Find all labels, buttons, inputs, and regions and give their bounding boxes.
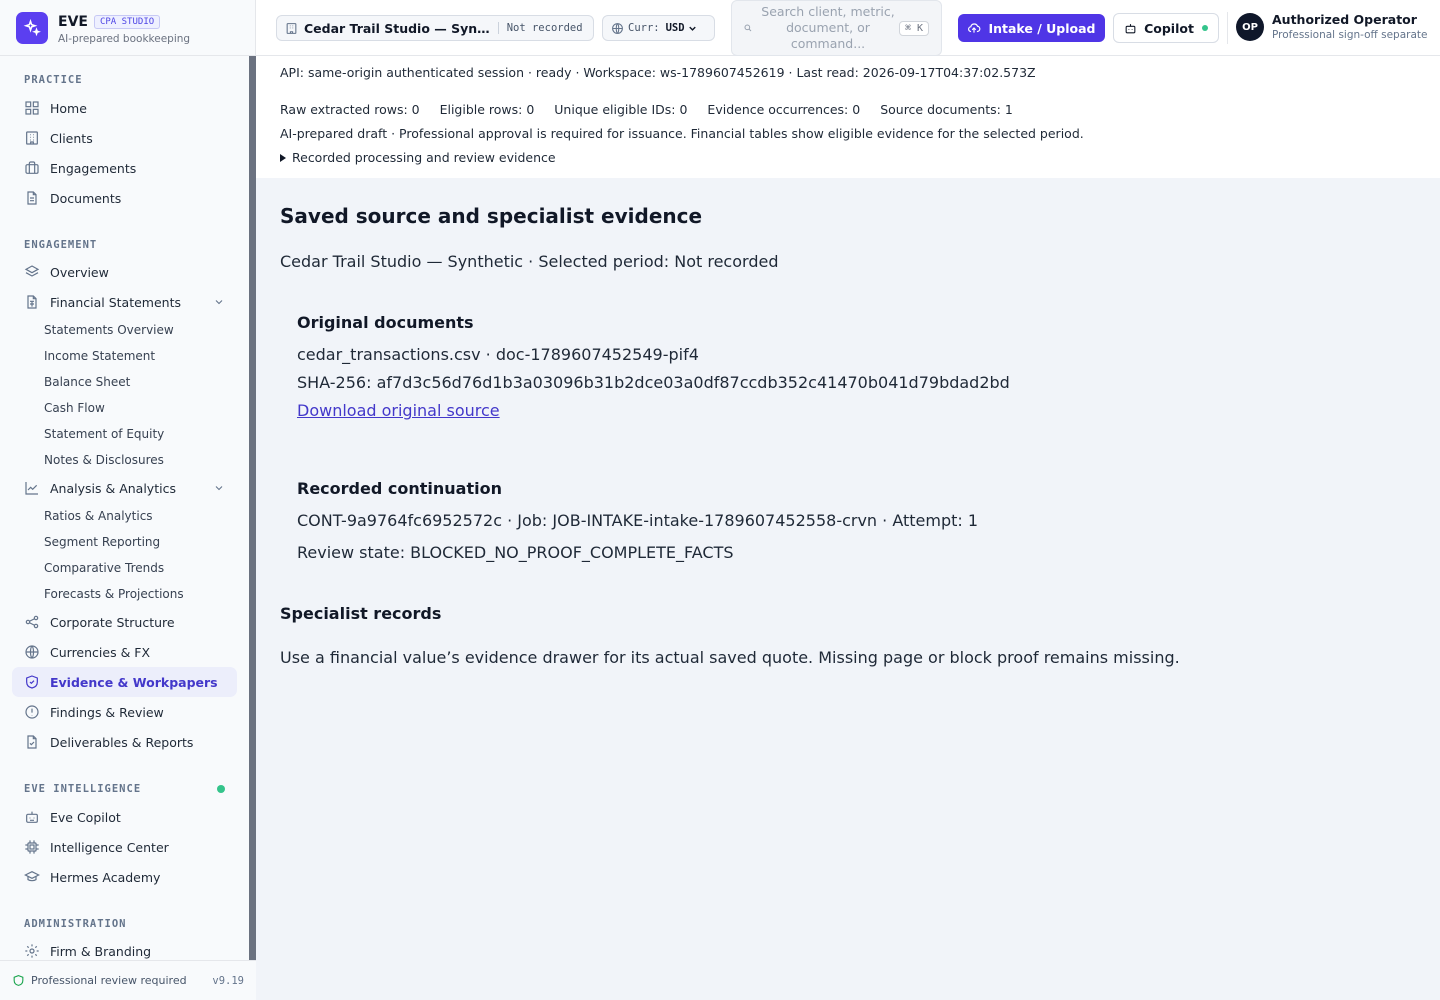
- client-name: Cedar Trail Studio — Syn…: [304, 20, 490, 36]
- processing-evidence-details[interactable]: [280, 150, 556, 165]
- brand-name: EVE: [58, 13, 88, 30]
- draft-disclaimer: AI-prepared draft · Professional approval is required for issuance. Financial tables show eligible evidence for the selected period.: [280, 126, 1084, 141]
- disclosure-triangle-icon: [280, 154, 286, 162]
- metric-eligible-rows: Eligible rows: 0: [439, 102, 535, 117]
- details-summary: Recorded processing and review evidence: [292, 150, 556, 165]
- globe-icon: [24, 644, 40, 660]
- section-engagement: ENGAGEMENT: [24, 239, 98, 251]
- shield-icon: [12, 974, 25, 987]
- sidebar-item-financial-statements[interactable]: [12, 287, 237, 317]
- spreadsheet-icon: [24, 294, 40, 310]
- document-sha: SHA-256: af7d3c56d76d1b3a03096b31b2dce03a0df87ccdb352c41470b041d79bdad2bd: [297, 373, 1010, 392]
- copilot-label: Copilot: [1144, 20, 1194, 36]
- metric-source-documents: Source documents: 1: [880, 102, 1013, 117]
- shield-check-icon: [24, 674, 40, 690]
- briefcase-icon: [24, 160, 40, 176]
- section-eve-intelligence: EVE INTELLIGENCE: [24, 783, 142, 795]
- user-name[interactable]: Authorized Operator: [1272, 12, 1417, 27]
- chevron-down-icon: [687, 23, 698, 34]
- sidebar-nav: [0, 56, 250, 960]
- sidebar-item-label: Home: [50, 100, 87, 116]
- building-icon: [285, 22, 298, 35]
- main-content: [256, 56, 1440, 1000]
- sidebar-item-label: Findings & Review: [50, 704, 164, 720]
- sidebar-item-intelligence-center[interactable]: [12, 832, 237, 862]
- sidebar-item-label: Clients: [50, 130, 93, 146]
- sidebar-item-label: Financial Statements: [50, 294, 181, 310]
- building-icon: [24, 130, 40, 146]
- sidebar-item-label: Corporate Structure: [50, 614, 175, 630]
- sidebar-scrollbar[interactable]: [249, 56, 256, 960]
- review-required-label: Professional review required: [31, 974, 187, 987]
- sidebar-item-label: Documents: [50, 190, 122, 206]
- bot-icon: [24, 809, 40, 825]
- specialist-records-heading: Specialist records: [280, 604, 442, 623]
- sidebar-item-deliverables[interactable]: [12, 727, 237, 757]
- recorded-continuation-heading: Recorded continuation: [297, 479, 502, 498]
- sidebar-item-hermes-academy[interactable]: [12, 862, 237, 892]
- original-documents-heading: Original documents: [297, 313, 474, 332]
- sidebar-item-label: Hermes Academy: [50, 869, 161, 885]
- cpu-icon: [24, 839, 40, 855]
- currency-label: Curr:: [628, 22, 660, 34]
- top-bar: [256, 0, 1440, 56]
- page-subtitle: Cedar Trail Studio — Synthetic · Selected period: Not recorded: [280, 252, 779, 271]
- divider: [498, 22, 499, 34]
- sidebar-subitem-notes-disclosures[interactable]: Notes & Disclosures: [44, 453, 164, 467]
- sidebar-subitem-statements-overview[interactable]: Statements Overview: [44, 323, 174, 337]
- share-nodes-icon: [24, 614, 40, 630]
- search-icon: [744, 24, 752, 32]
- sidebar-subitem-forecasts[interactable]: Forecasts & Projections: [44, 587, 184, 601]
- alert-circle-icon: [24, 704, 40, 720]
- sidebar-subitem-comparative-trends[interactable]: Comparative Trends: [44, 561, 165, 575]
- divider: [1227, 12, 1228, 44]
- page-title: Saved source and specialist evidence: [280, 204, 703, 228]
- gear-icon: [24, 943, 40, 959]
- review-state: Review state: BLOCKED_NO_PROOF_COMPLETE_FACTS: [297, 543, 734, 562]
- continuation-job: CONT-9a9764fc6952572c · Job: JOB-INTAKE-intake-1789607452558-crvn · Attempt: 1: [297, 511, 979, 530]
- sidebar-item-home[interactable]: [12, 93, 237, 123]
- sidebar-footer: [0, 960, 256, 1000]
- sidebar-item-findings[interactable]: [12, 697, 237, 727]
- sidebar-subitem-cash-flow[interactable]: Cash Flow: [44, 401, 105, 415]
- download-original-link[interactable]: Download original source: [297, 401, 500, 420]
- sidebar-item-documents[interactable]: [12, 183, 237, 213]
- sidebar-item-engagements[interactable]: [12, 153, 237, 183]
- layers-icon: [24, 264, 40, 280]
- brand-badge: CPA STUDIO: [94, 15, 160, 29]
- document-file: cedar_transactions.csv · doc-1789607452549-pif4: [297, 345, 699, 364]
- metric-raw-rows: Raw extracted rows: 0: [280, 102, 420, 117]
- sidebar-subitem-statement-of-equity[interactable]: Statement of Equity: [44, 427, 165, 441]
- sidebar-item-currencies-fx[interactable]: [12, 637, 237, 667]
- brand-subtitle: AI-prepared bookkeeping: [58, 32, 191, 45]
- sidebar-item-clients[interactable]: [12, 123, 237, 153]
- currency-value: USD: [665, 22, 685, 34]
- sidebar-item-label: Deliverables & Reports: [50, 734, 194, 750]
- sidebar-item-label: Overview: [50, 264, 109, 280]
- sidebar-item-label: Evidence & Workpapers: [50, 674, 218, 690]
- api-status-line: API: same-origin authenticated session · ready · Workspace: ws-1789607452619 · Last read: 2026-09-17T04:37:02.573Z: [280, 65, 1036, 80]
- sidebar-item-label: Firm & Branding: [50, 943, 152, 959]
- chevron-down-icon[interactable]: [213, 296, 225, 308]
- sidebar-item-label: Currencies & FX: [50, 644, 151, 660]
- line-chart-icon: [24, 480, 40, 496]
- sidebar-subitem-income-statement[interactable]: Income Statement: [44, 349, 156, 363]
- search-input[interactable]: Search client, metric, document, or command...: [761, 4, 895, 51]
- sidebar-item-label: Eve Copilot: [50, 809, 121, 825]
- intake-upload-label: Intake / Upload: [988, 20, 1096, 36]
- sidebar-item-evidence[interactable]: [12, 667, 237, 697]
- sidebar-item-eve-copilot[interactable]: [12, 802, 237, 832]
- sidebar-item-label: Intelligence Center: [50, 839, 169, 855]
- currency-selector[interactable]: [602, 15, 715, 41]
- shortcut-hint: ⌘ K: [899, 21, 929, 36]
- sidebar-item-label: Engagements: [50, 160, 137, 176]
- specialist-records-text: Use a financial value’s evidence drawer for its actual saved quote. Missing page or block proof remains missing.: [280, 648, 1180, 667]
- session-info-panel: [256, 56, 1440, 178]
- copilot-button[interactable]: [1113, 13, 1219, 43]
- client-selector[interactable]: [276, 15, 594, 41]
- sidebar-item-firm-branding[interactable]: [12, 936, 237, 960]
- sidebar-subitem-ratios[interactable]: Ratios & Analytics: [44, 509, 153, 523]
- user-role: Professional sign-off separate: [1272, 29, 1428, 41]
- copilot-status-dot: [1202, 25, 1208, 31]
- sidebar-subitem-segment-reporting[interactable]: Segment Reporting: [44, 535, 161, 549]
- sidebar-item-overview[interactable]: [12, 257, 237, 287]
- period-label: Not recorded: [506, 22, 583, 34]
- command-search[interactable]: [731, 0, 942, 56]
- file-check-icon: [24, 734, 40, 750]
- graduation-cap-icon: [24, 869, 40, 885]
- metric-unique-ids: Unique eligible IDs: 0: [554, 102, 688, 117]
- sidebar-item-label: Analysis & Analytics: [50, 480, 176, 496]
- sidebar-subitem-balance-sheet[interactable]: Balance Sheet: [44, 375, 131, 389]
- document-icon: [24, 190, 40, 206]
- bot-icon: [1124, 22, 1137, 35]
- chevron-down-icon[interactable]: [213, 482, 225, 494]
- metric-evidence-occurrences: Evidence occurrences: 0: [707, 102, 861, 117]
- eve-logo-icon[interactable]: [16, 12, 48, 44]
- section-practice: PRACTICE: [24, 74, 83, 86]
- app-version: v9.19: [212, 974, 244, 987]
- section-administration: ADMINISTRATION: [24, 918, 127, 930]
- sidebar-item-corporate-structure[interactable]: [12, 607, 237, 637]
- intake-upload-button[interactable]: [958, 14, 1105, 42]
- brand-header: [0, 0, 255, 56]
- cloud-upload-icon: [967, 21, 981, 35]
- sidebar-item-analysis[interactable]: [12, 473, 237, 503]
- intelligence-status-dot: [217, 785, 225, 793]
- grid-icon: [24, 100, 40, 116]
- globe-icon: [611, 22, 624, 35]
- avatar[interactable]: OP: [1236, 13, 1264, 41]
- evidence-metrics: [280, 102, 1029, 117]
- sidebar: [0, 0, 256, 1000]
